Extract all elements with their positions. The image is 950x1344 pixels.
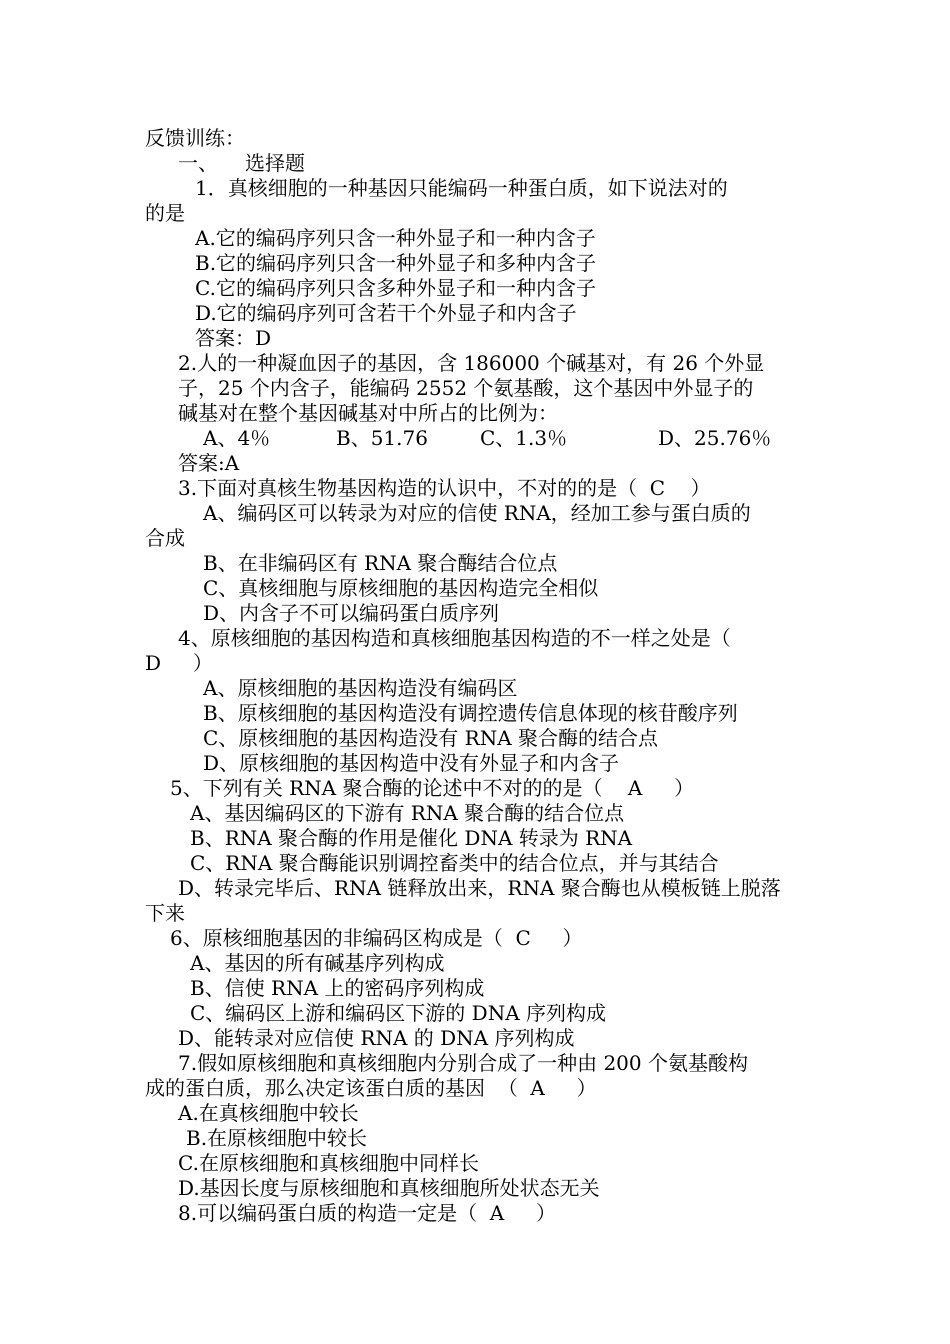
q4-option-a: A、原核细胞的基因构造没有编码区: [203, 676, 518, 700]
section-title: 选择题: [245, 151, 305, 175]
q7-option-c: C.在原核细胞和真核细胞中同样长: [178, 1151, 479, 1175]
q4-option-b: B、原核细胞的基因构造没有调控遗传信息体现的核苷酸序列: [203, 701, 738, 725]
q7-stem-line1: 7.假如原核细胞和真核细胞内分别合成了一种由 200 个氨基酸构: [178, 1051, 748, 1075]
q5-option-d-line2: 下来: [145, 901, 185, 925]
q2-option-a: A、4％: [203, 426, 271, 450]
q1-option-a: A.它的编码序列只含一种外显子和一种内含子: [195, 226, 596, 250]
q4-option-c: C、原核细胞的基因构造没有 RNA 聚合酶的结合点: [203, 726, 659, 750]
q3-stem: 3.下面对真核生物基因构造的认识中，不对的的是（ C ）: [178, 476, 711, 500]
q1-option-c: C.它的编码序列只含多种外显子和一种内含子: [195, 276, 596, 300]
q2-options-row: [0, 426, 950, 451]
q1-stem-line1: 1．真核细胞的一种基因只能编码一种蛋白质，如下说法对的: [195, 176, 728, 200]
q6-option-b: B、信使 RNA 上的密码序列构成: [190, 976, 485, 1000]
q6-option-a: A、基因的所有碱基序列构成: [190, 951, 445, 975]
q3-option-a-line1: A、编码区可以转录为对应的信使 RNA，经加工参与蛋白质的: [203, 501, 751, 525]
q5-option-b: B、RNA 聚合酶的作用是催化 DNA 转录为 RNA: [190, 826, 633, 850]
q2-stem-line3: 碱基对在整个基因碱基对中所占的比例为：: [178, 401, 558, 425]
q3-option-c: C、真核细胞与原核细胞的基因构造完全相似: [203, 576, 599, 600]
q6-option-d: D、能转录对应信使 RNA 的 DNA 序列构成: [178, 1026, 575, 1050]
q4-stem-line1: 4、原核细胞的基因构造和真核细胞基因构造的不一样之处是（: [178, 626, 731, 650]
q7-option-a: A.在真核细胞中较长: [178, 1101, 359, 1125]
q5-stem: 5、下列有关 RNA 聚合酶的论述中不对的的是（ A ）: [170, 776, 695, 800]
q7-stem-line2: 成的蛋白质，那么决定该蛋白质的基因 （ A ）: [145, 1076, 597, 1100]
q1-stem-line2: 的是: [145, 201, 185, 225]
feedback-heading: 反馈训练：: [145, 126, 245, 150]
q3-option-a-line2: 合成: [145, 526, 185, 550]
q8-stem: 8.可以编码蛋白质的构造一定是（ A ）: [178, 1201, 557, 1225]
q5-option-a: A、基因编码区的下游有 RNA 聚合酶的结合位点: [190, 801, 625, 825]
q2-stem-line2: 子，25 个内含子，能编码 2552 个氨基酸，这个基因中外显子的: [178, 376, 754, 400]
section-number: 一、: [178, 151, 218, 175]
q2-answer: 答案:A: [178, 451, 240, 475]
q2-option-b: B、51.76: [336, 426, 428, 450]
q6-stem: 6、原核细胞基因的非编码区构成是（ C ）: [170, 926, 583, 950]
q6-option-c: C、编码区上游和编码区下游的 DNA 序列构成: [190, 1001, 606, 1025]
q4-option-d: D、原核细胞的基因构造中没有外显子和内含子: [203, 751, 620, 775]
q1-answer: 答案：D: [195, 326, 272, 350]
q5-option-d-line1: D、转录完毕后、RNA 链释放出来，RNA 聚合酶也从模板链上脱落: [178, 876, 781, 900]
q4-stem-line2: D ）: [145, 651, 213, 675]
q3-option-b: B、在非编码区有 RNA 聚合酶结合位点: [203, 551, 558, 575]
q7-option-b: B.在原核细胞中较长: [186, 1126, 368, 1150]
q1-option-b: B.它的编码序列只含一种外显子和多种内含子: [195, 251, 597, 275]
q3-option-d: D、内含子不可以编码蛋白质序列: [203, 601, 500, 625]
q5-option-c: C、RNA 聚合酶能识别调控畜类中的结合位点，并与其结合: [190, 851, 719, 875]
q2-option-c: C、1.3％: [480, 426, 568, 450]
q2-stem-line1: 2.人的一种凝血因子的基因，含 186000 个碱基对，有 26 个外显: [178, 351, 765, 375]
q7-option-d: D.基因长度与原核细胞和真核细胞所处状态无关: [178, 1176, 600, 1200]
q2-option-d: D、25.76％: [658, 426, 772, 450]
q1-option-d: D.它的编码序列可含若干个外显子和内含子: [195, 301, 577, 325]
